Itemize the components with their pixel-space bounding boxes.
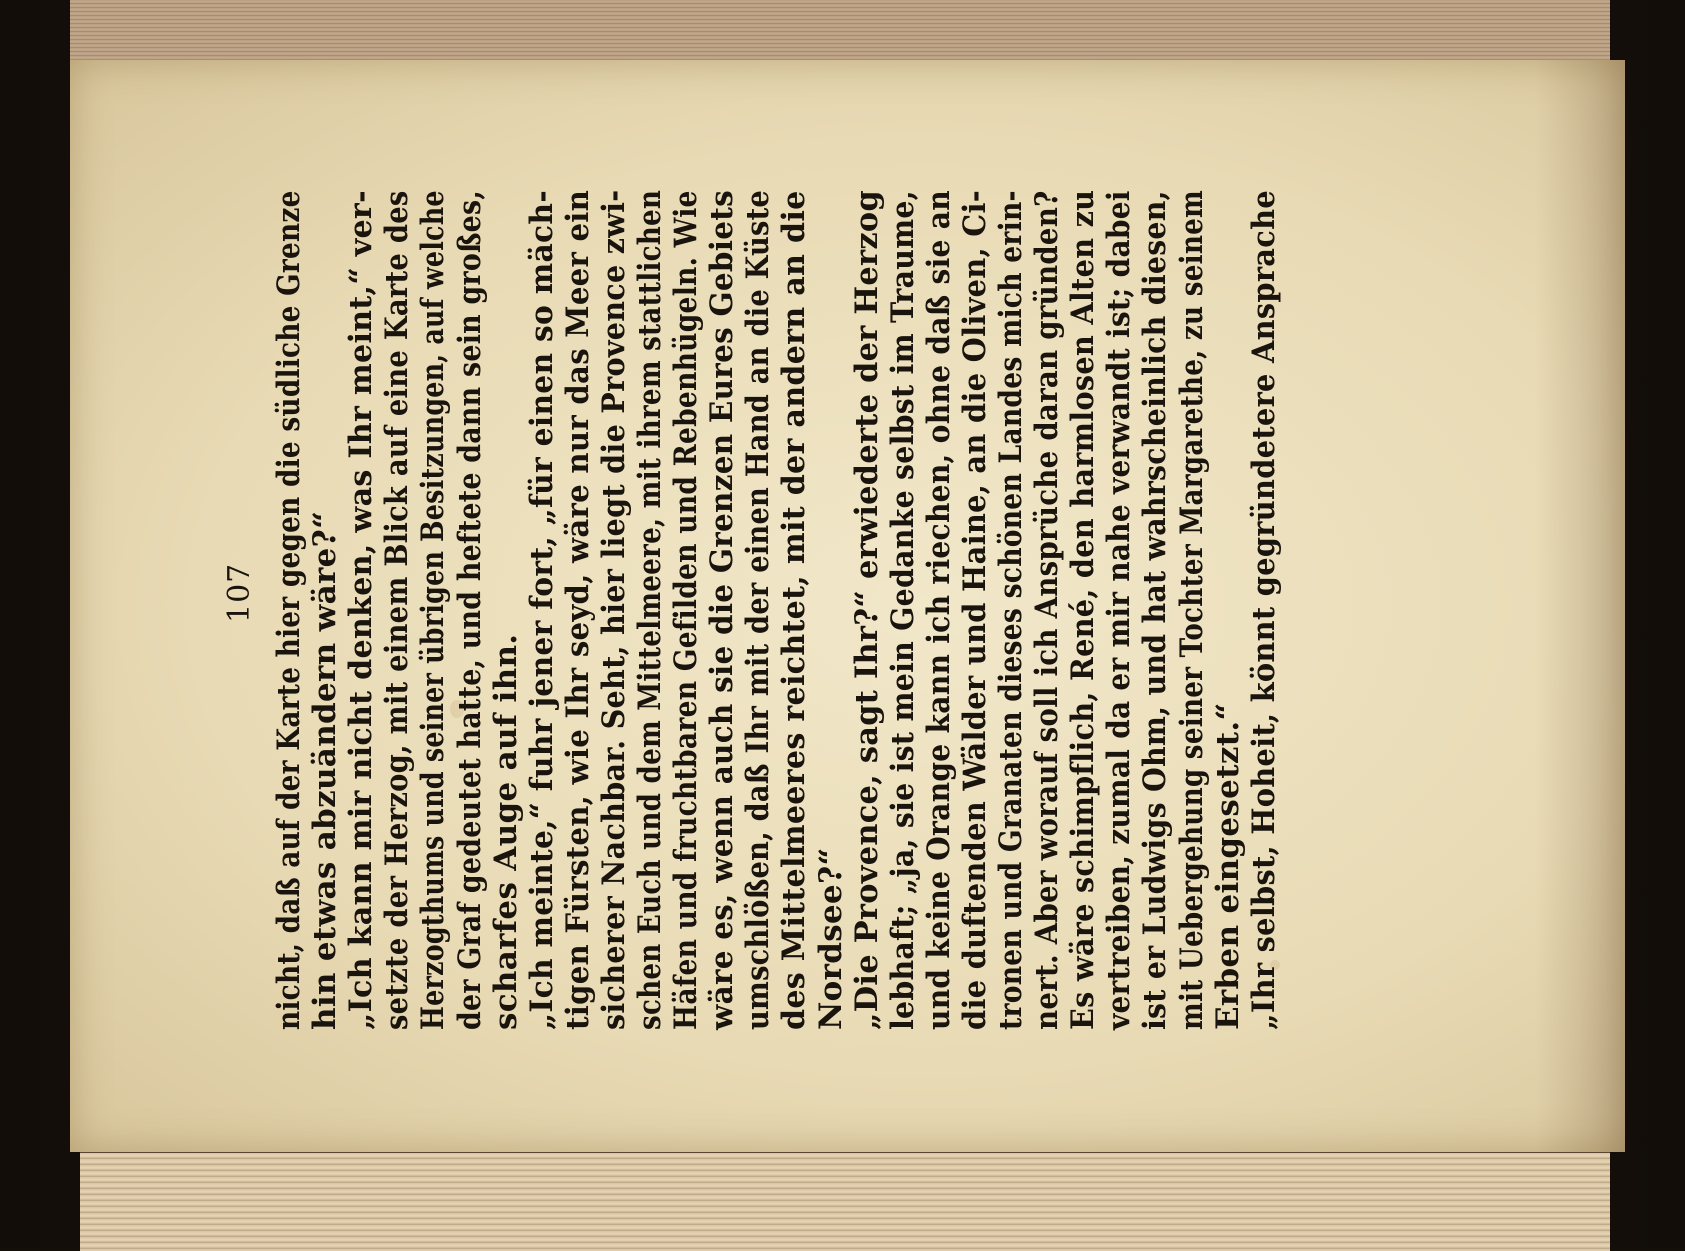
text-line: wäre es, wenn auch sie die Grenzen Eures Gebiets bbox=[704, 190, 741, 1030]
page-edges-spine bbox=[80, 1150, 1610, 1251]
text-line: Erben eingesetzt.“ bbox=[1209, 702, 1246, 1030]
text-line: vertreiben, zumal da er mir nahe verwandt ist; dabei bbox=[1101, 190, 1138, 1030]
text-line: schen Euch und dem Mittelmeere, mit ihrem stattlichen bbox=[632, 189, 668, 1030]
page-edges-top bbox=[70, 0, 1610, 64]
text-line: mit Uebergehung seiner Tochter Margarethe, zu seinem bbox=[1173, 189, 1210, 1030]
text-line: „Ihr selbst, Hoheit, könnt gegründetere Ansprache bbox=[1245, 190, 1282, 1030]
text-line: Nordsee?“ bbox=[812, 847, 849, 1030]
text-line: umschlößen, daß Ihr mit der einen Hand an die Küste bbox=[740, 189, 777, 1030]
text-line: setzte der Herzog, mit einem Blick auf eine Karte des bbox=[379, 190, 416, 1030]
text-block bbox=[222, 180, 1365, 1030]
text-line: „Ich kann mir nicht denken, was Ihr meint,“ ver- bbox=[343, 190, 380, 1030]
text-line: die duftenden Wälder und Haine, an die Oliven, Ci- bbox=[956, 190, 993, 1030]
text-line: tigen Fürsten, wie Ihr seyd, wäre nur das Meer ein bbox=[559, 189, 596, 1030]
text-line: Häfen und fruchtbaren Gefilden und Rebenhügeln. Wie bbox=[668, 190, 705, 1030]
text-line: tronen und Granaten dieses schönen Landes mich erin- bbox=[993, 190, 1029, 1030]
page-number: 107 bbox=[222, 562, 257, 623]
page-curl-shadow bbox=[1535, 60, 1625, 1152]
text-line: des Mittelmeeres reichtet, mit der andern an die bbox=[776, 190, 813, 1030]
text-line: lebhaft; „ja, sie ist mein Gedanke selbst im Traume, bbox=[884, 190, 921, 1030]
text-line: hin etwas abzuändern wäre?“ bbox=[307, 510, 344, 1030]
text-line: und keine Orange kann ich riechen, ohne daß sie an bbox=[920, 190, 957, 1030]
text-line: ist er Ludwigs Ohm, und hat wahrscheinlich diesen, bbox=[1137, 190, 1174, 1030]
text-line: „Die Provence, sagt Ihr?“ erwiederte der Herzog bbox=[848, 189, 885, 1030]
text-line: der Graf gedeutet hatte, und heftete dann sein großes, bbox=[451, 190, 488, 1030]
text-line: scharfes Auge auf ihn. bbox=[487, 633, 524, 1030]
text-line: nert. Aber worauf soll ich Ansprüche daran gründen? bbox=[1029, 190, 1066, 1030]
text-line: nicht, daß auf der Karte hier gegen die südliche Grenze bbox=[271, 190, 307, 1030]
text-line: sicherer Nachbar. Seht, hier liegt die Provence zwi- bbox=[595, 189, 632, 1030]
text-line: Herzogthums und seiner übrigen Besitzungen, auf welche bbox=[415, 190, 452, 1030]
text-line: „Ich meinte,“ fuhr jener fort, „für einen so mäch- bbox=[523, 190, 560, 1030]
text-line: Es wäre schimpflich, René, den harmlosen Alten zu bbox=[1065, 189, 1102, 1030]
